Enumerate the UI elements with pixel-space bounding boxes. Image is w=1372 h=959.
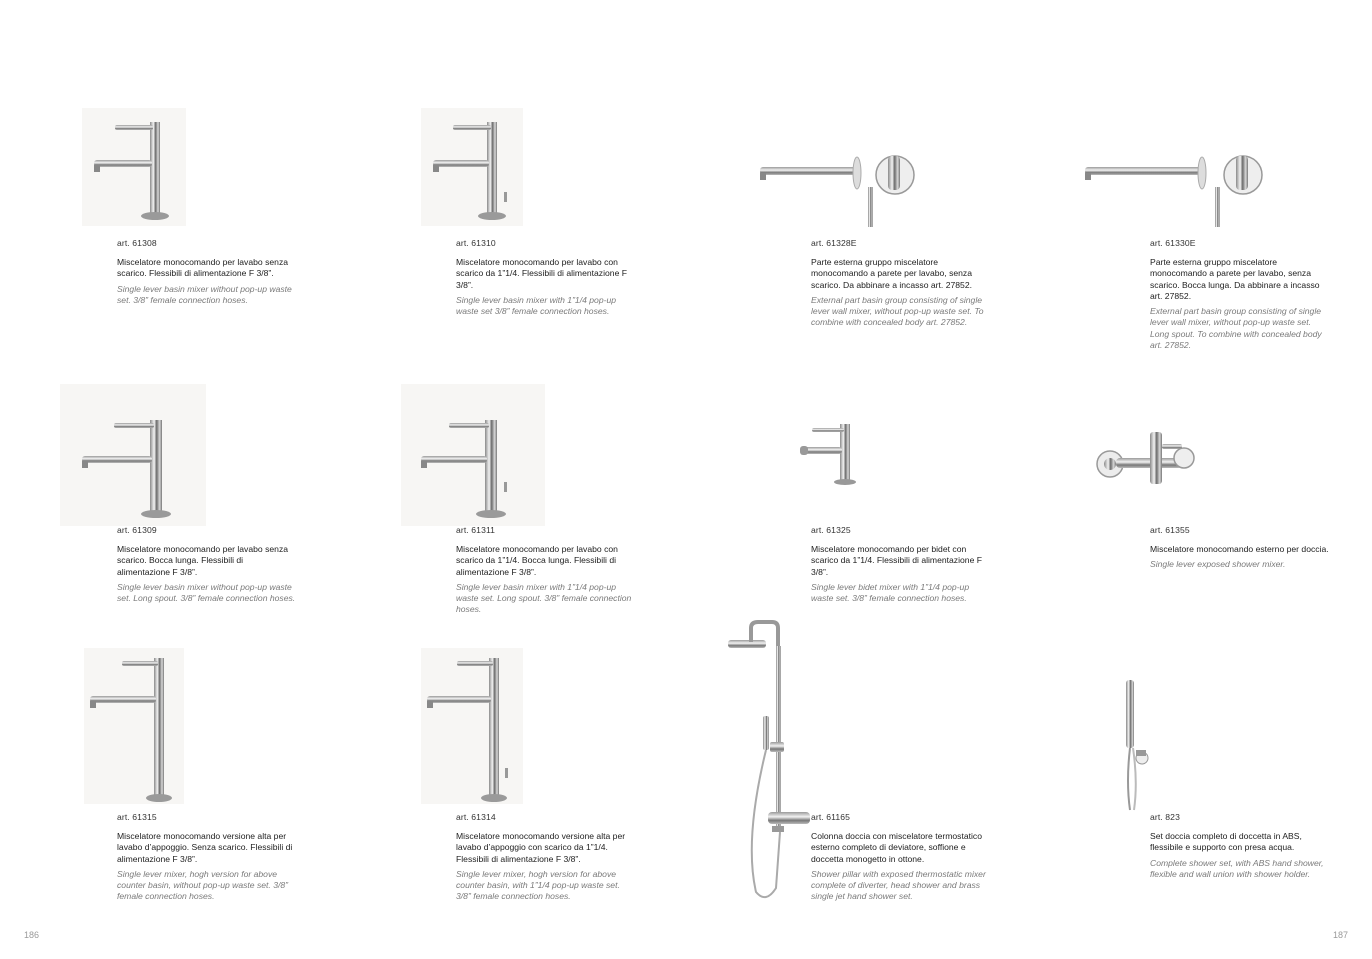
description-english: Single lever bidet mixer with 1”1/4 pop-up waste set. 3/8” female connection hoses. bbox=[811, 581, 970, 604]
product-61309 bbox=[117, 525, 297, 604]
article-number: art. 61315 bbox=[117, 812, 157, 822]
article-number: art. 61311 bbox=[456, 525, 496, 535]
article-number: art. 61310 bbox=[456, 238, 496, 248]
description-italian: Miscelatore monocomando versione alta per lavabo d’appoggio con scarico da 1”1/4. Flessibili di alimentazione F 3/8”. bbox=[456, 831, 626, 864]
description-english: Single lever basin mixer without pop-up waste set. Long spout. 3/8” female connection hoses. bbox=[117, 581, 296, 604]
product-823 bbox=[1150, 812, 1330, 880]
product-61315 bbox=[117, 812, 297, 903]
description-english: Single lever basin mixer with 1”1/4 pop-up waste set. Long spout. 3/8” female connection hoses. bbox=[456, 581, 632, 615]
basin-mixer-icon bbox=[82, 108, 186, 226]
description-english: External part basin group consisting of single lever wall mixer, without pop-up waste set. Long spout. To combine with concealed body art. 27852. bbox=[1150, 306, 1322, 351]
description-italian: Miscelatore monocomando per lavabo con scarico da 1”1/4. Flessibili di alimentazione F 3/8”. bbox=[456, 257, 627, 290]
basin-mixer-long-popup-icon bbox=[401, 384, 545, 526]
wall-mixer-icon bbox=[760, 153, 916, 229]
page-number-left: 186 bbox=[24, 930, 40, 940]
description-english: Shower pillar with exposed thermostatic mixer complete of diverter, head shower and brass single jet hand shower set. bbox=[811, 868, 986, 902]
article-number: art. 61355 bbox=[1150, 525, 1190, 535]
description-italian: Parte esterna gruppo miscelatore monocomando a parete per lavabo, senza scarico. Da abbinare a incasso art. 27852. bbox=[811, 257, 972, 290]
tall-basin-mixer-icon bbox=[84, 648, 184, 804]
description-english: Complete shower set, with ABS hand shower, flexible and wall union with shower holder. bbox=[1150, 857, 1324, 879]
article-number: art. 823 bbox=[1150, 812, 1180, 822]
tall-basin-mixer-popup-icon bbox=[421, 648, 523, 804]
description-english: Single lever mixer, hogh version for above counter basin, without pop-up waste set. 3/8” female connection hoses. bbox=[117, 868, 289, 902]
basin-mixer-popup-icon bbox=[421, 108, 523, 226]
product-61310 bbox=[456, 238, 636, 317]
description-italian: Miscelatore monocomando versione alta per lavabo d’appoggio. Senza scarico. Flessibili di alimentazione F 3/8”. bbox=[117, 831, 293, 864]
description-english: Single lever basin mixer with 1”1/4 pop-up waste set 3/8” female connection hoses. bbox=[456, 294, 617, 317]
description-italian: Miscelatore monocomando per lavabo senza scarico. Bocca lunga. Flessibili di alimentazione F 3/8”. bbox=[117, 544, 289, 577]
product-61355 bbox=[1150, 525, 1330, 571]
shower-mixer-icon bbox=[1094, 428, 1198, 488]
wall-mixer-long-icon bbox=[1085, 153, 1265, 229]
product-61314 bbox=[456, 812, 636, 903]
product-61330E bbox=[1150, 238, 1330, 351]
shower-pillar-icon bbox=[726, 620, 812, 906]
description-italian: Colonna doccia con miscelatore termostatico esterno completo di deviatore, soffione e doccetta monogetto in ottone. bbox=[811, 831, 983, 864]
article-number: art. 61165 bbox=[811, 812, 851, 822]
article-number: art. 61330E bbox=[1150, 238, 1196, 248]
description-italian: Parte esterna gruppo miscelatore monocomando a parete per lavabo, senza scarico. Bocca lunga. Da abbinare a incasso art. 27852. bbox=[1150, 257, 1320, 301]
description-italian: Miscelatore monocomando esterno per doccia. bbox=[1150, 544, 1329, 554]
page-number-right: 187 bbox=[1333, 930, 1349, 940]
description-italian: Set doccia completo di doccetta in ABS, flessibile e supporto con presa acqua. bbox=[1150, 831, 1302, 853]
article-number: art. 61309 bbox=[117, 525, 157, 535]
bidet-mixer-icon bbox=[798, 420, 862, 486]
product-61325 bbox=[811, 525, 991, 604]
product-61165 bbox=[811, 812, 991, 903]
hand-shower-set-icon bbox=[1116, 678, 1156, 814]
article-number: art. 61325 bbox=[811, 525, 851, 535]
article-number: art. 61314 bbox=[456, 812, 496, 822]
description-english: Single lever basin mixer without pop-up waste set. 3/8” female connection hoses. bbox=[117, 283, 292, 305]
description-english: External part basin group consisting of single lever wall mixer, without pop-up waste set. To combine with concealed body art. 27852. bbox=[811, 294, 984, 328]
article-number: art. 61308 bbox=[117, 238, 157, 248]
description-italian: Miscelatore monocomando per bidet con scarico da 1”1/4. Flessibili di alimentazione F 3/8”. bbox=[811, 544, 982, 577]
article-number: art. 61328E bbox=[811, 238, 857, 248]
description-italian: Miscelatore monocomando per lavabo senza scarico. Flessibili di alimentazione F 3/8”. bbox=[117, 257, 289, 279]
product-61328E bbox=[811, 238, 991, 329]
description-italian: Miscelatore monocomando per lavabo con scarico da 1”1/4. Bocca lunga. Flessibili di alimentazione F 3/8”. bbox=[456, 544, 618, 577]
basin-mixer-long-icon bbox=[60, 384, 206, 526]
description-english: Single lever exposed shower mixer. bbox=[1150, 559, 1286, 570]
product-61311 bbox=[456, 525, 636, 616]
product-61308 bbox=[117, 238, 297, 306]
description-english: Single lever mixer, hogh version for above counter basin, with 1”1/4 pop-up waste set. 3/8” female connection hoses. bbox=[456, 868, 620, 902]
